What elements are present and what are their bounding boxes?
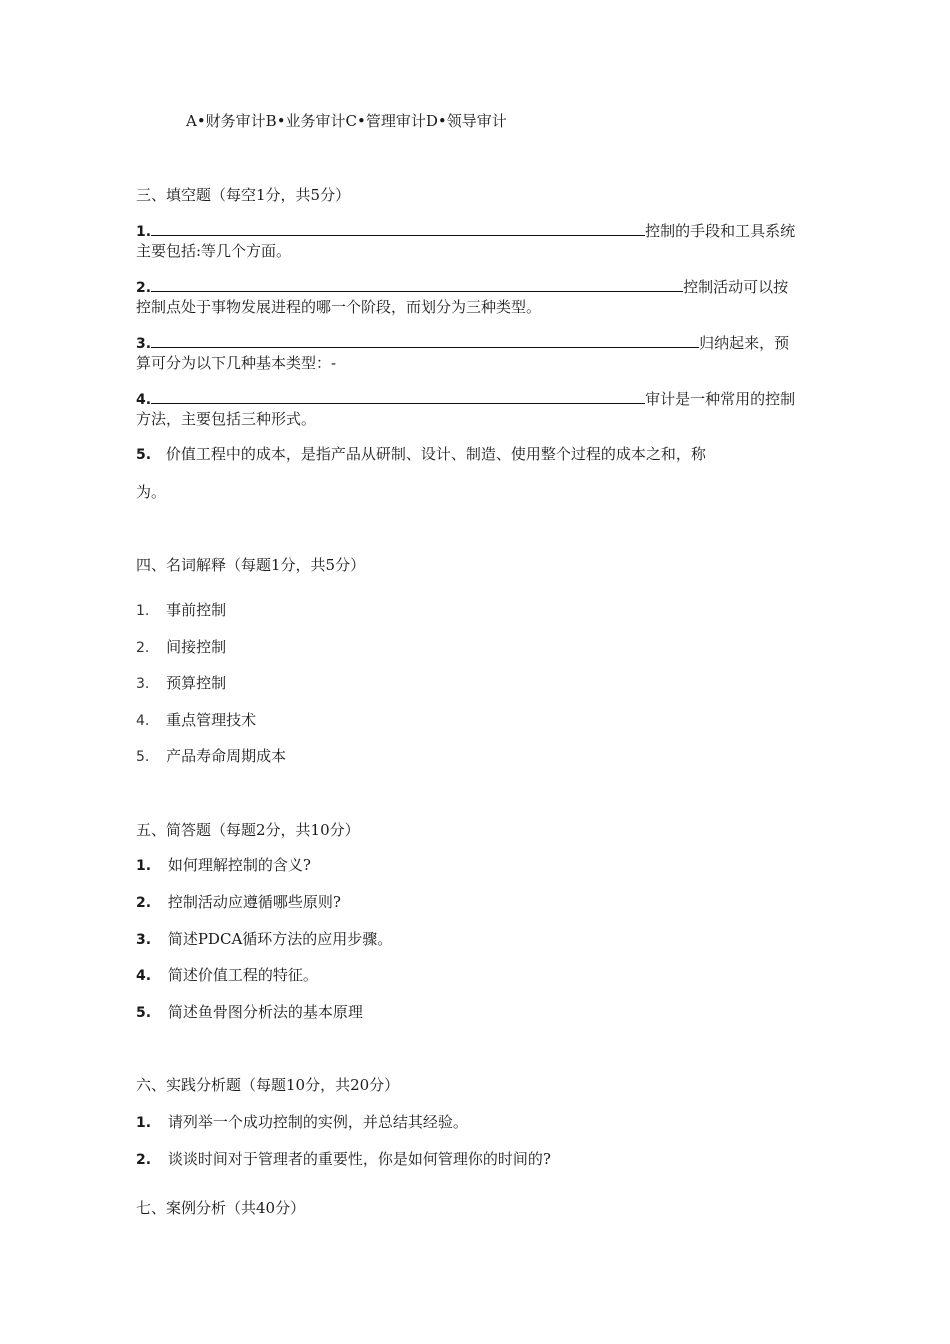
fill-item-2-cont: 控制点处于事物发展进程的哪一个阶段，而划分为三种类型。: [136, 298, 542, 316]
section-5-title: 五、简答题（每题2分，共10分）: [136, 821, 360, 839]
item-number: 2.: [136, 640, 150, 656]
item-number: 1.: [136, 603, 150, 619]
section-7-title: 七、案例分析（共40分）: [136, 1199, 306, 1217]
item-text: 如何理解控制的含义?: [167, 856, 311, 874]
item-tail: 控制的手段和工具系统: [645, 222, 796, 240]
fill-item-4-cont: 方法，主要包括三种形式。: [136, 410, 317, 428]
list-item: [136, 964, 318, 985]
fill-item-2: [136, 276, 788, 297]
item-number: 5.: [136, 749, 150, 765]
item-text: 事前控制: [166, 601, 227, 619]
item-number: 2.: [136, 1152, 152, 1168]
section-6-title: 六、实践分析题（每题10分，共20分）: [136, 1076, 400, 1094]
list-item: [136, 636, 226, 657]
fill-item-4: [136, 388, 795, 409]
item-text: 谈谈时间对于管理者的重要性，你是如何管理你的时间的?: [167, 1150, 551, 1168]
item-text: 简述价值工程的特征。: [167, 966, 318, 984]
section-3-title: 三、填空题（每空1分，共5分）: [136, 186, 351, 204]
answer-blank[interactable]: [151, 277, 683, 292]
item-number: 2.: [136, 280, 152, 296]
item-text: 简述鱼骨图分析法的基本原理: [167, 1003, 363, 1021]
list-item: [136, 891, 341, 912]
item-number: 3.: [136, 676, 150, 692]
item-text: 请列举一个成功控制的实例，并总结其经验。: [167, 1113, 468, 1131]
item-text: 产品寿命周期成本: [166, 747, 287, 765]
item-text: 控制活动应遵循哪些原则?: [167, 893, 341, 911]
list-item: [136, 599, 226, 620]
answer-blank[interactable]: [151, 389, 645, 404]
fill-item-5: [136, 443, 706, 464]
item-number: 2.: [136, 895, 152, 911]
item-tail: 审计是一种常用的控制: [645, 390, 796, 408]
item-tail: 控制活动可以按: [683, 278, 789, 296]
item-number: 3.: [136, 932, 152, 948]
list-item: [136, 709, 256, 730]
list-item: [136, 1111, 468, 1132]
list-item: [136, 745, 286, 766]
list-item: [136, 1001, 363, 1022]
fill-item-1-cont: 主要包括:等几个方面。: [136, 242, 292, 260]
item-number: 3.: [136, 336, 152, 352]
list-item: [136, 854, 311, 875]
item-number: 1.: [136, 1115, 152, 1131]
fill-item-3: [136, 332, 789, 353]
section-4-title: 四、名词解释（每题1分，共5分）: [136, 556, 366, 574]
item-number: 4.: [136, 392, 152, 408]
item-text: 重点管理技术: [166, 711, 257, 729]
item-text: 简述PDCA循环方法的应用步骤。: [167, 930, 393, 948]
options-line: A•财务审计B•业务审计C•管理审计D•领导审计: [186, 112, 507, 130]
answer-blank[interactable]: [151, 221, 645, 236]
fill-item-1: [136, 220, 795, 241]
item-number: 4.: [136, 968, 152, 984]
answer-blank[interactable]: [151, 333, 699, 348]
item-number: 5.: [136, 447, 152, 463]
item-number: 4.: [136, 713, 150, 729]
list-item: [136, 928, 392, 949]
item-text: 间接控制: [166, 638, 227, 656]
item-number: 5.: [136, 1005, 152, 1021]
list-item: [136, 1148, 551, 1169]
fill-item-3-cont: 算可分为以下几种基本类型：-: [136, 354, 337, 372]
item-text: 预算控制: [166, 674, 227, 692]
list-item: [136, 672, 226, 693]
fill-item-5-cont: 为。: [136, 483, 167, 501]
item-number: 1.: [136, 858, 152, 874]
item-tail: 归纳起来，预: [699, 334, 790, 352]
item-number: 1.: [136, 224, 152, 240]
item-text: 价值工程中的成本，是指产品从研制、设计、制造、使用整个过程的成本之和，称: [165, 445, 706, 463]
